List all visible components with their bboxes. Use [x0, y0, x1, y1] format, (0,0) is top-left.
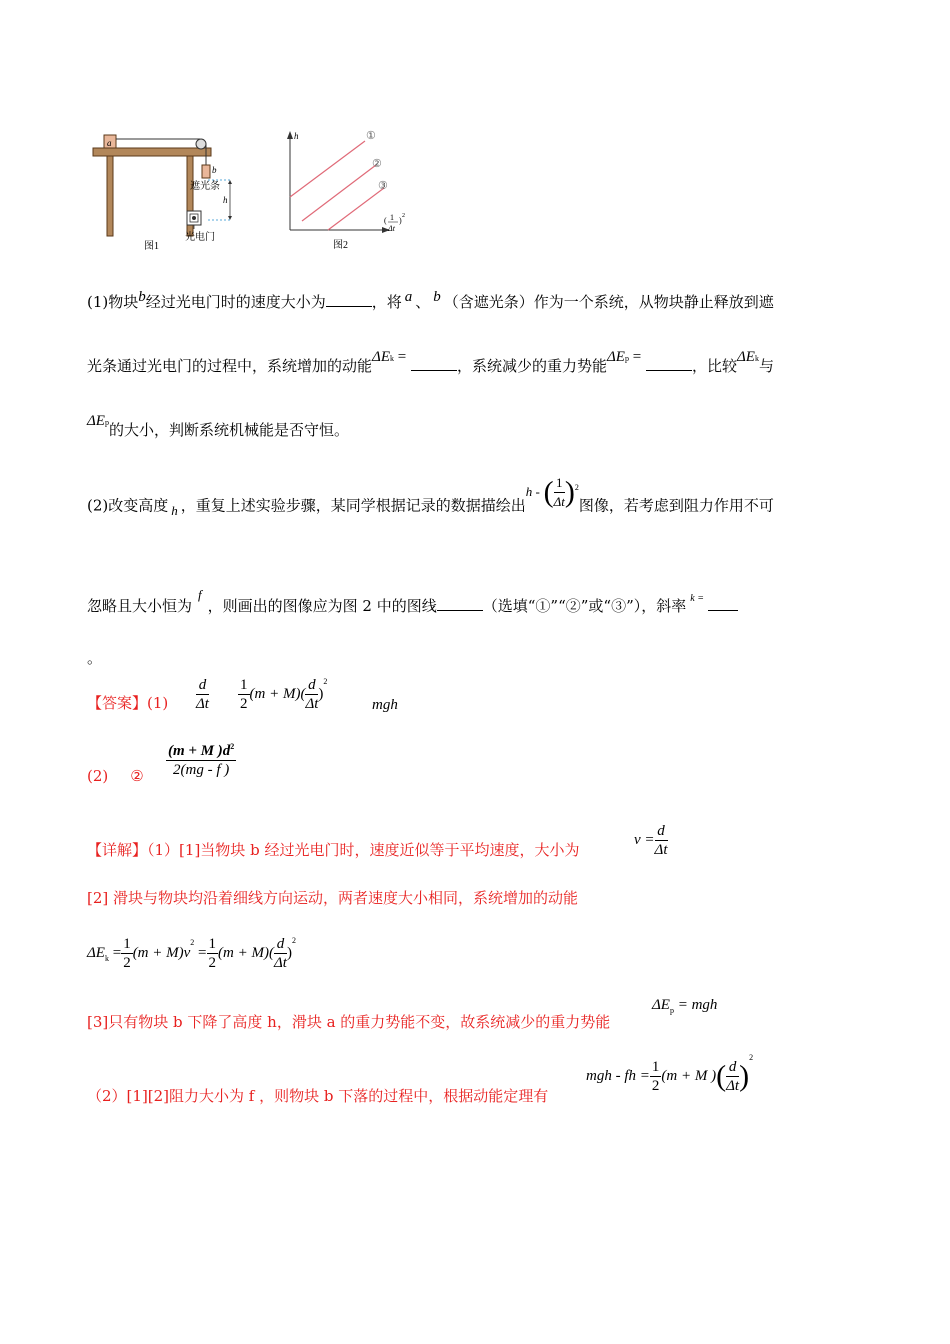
blank-potential[interactable]	[646, 356, 692, 371]
pulley	[196, 139, 206, 149]
h-vs-inverse-dt-sq: h - ( $\frac{1}{\Delta t}$ )$^2$	[525, 475, 579, 509]
detail-tag: 【详解】	[87, 841, 148, 859]
answer-line-2: (2) ②	[87, 767, 144, 785]
answer-tag: 【答案】	[87, 694, 148, 712]
detail-line-4: （2）[1][2]阻力大小为 f ，则物块 b 下落的过程中，根据动能定理有	[87, 1087, 549, 1105]
block-b-label: b	[212, 165, 217, 175]
var-b-2: b	[433, 289, 441, 305]
blank-line-choice[interactable]	[437, 596, 483, 611]
var-b: b	[138, 289, 146, 305]
line-3-label: ③	[378, 180, 388, 192]
x-axis-label-paren-close: )	[399, 216, 402, 225]
x-axis-label-den: Δt	[388, 224, 395, 233]
h-arrow-label: h	[223, 195, 228, 205]
var-f: f	[198, 587, 202, 602]
answer-circle: ②	[130, 767, 144, 785]
figure-1-apparatus	[90, 125, 235, 250]
detail-potential-eq: $\Delta E_p$ = mgh	[652, 997, 718, 1015]
detail-speed-eq: v = $\frac{d}{\Delta t}$	[634, 823, 668, 858]
answer-potential: mgh	[372, 697, 398, 713]
x-axis-label-paren-open: (	[384, 216, 387, 225]
line-1-label: ①	[366, 130, 376, 142]
blank-speed[interactable]	[326, 292, 372, 307]
detail-line-3: [3]只有物块 b 下降了高度 h，滑块 a 的重力势能不变，故系统减少的重力势能	[87, 1013, 611, 1031]
line-2	[302, 165, 376, 221]
q1-line-3: ΔEp的大小，判断系统机械能是否守恒。	[87, 413, 349, 439]
q2-line-1: (2)改变高度 h ，重复上述实验步骤，某同学根据记录的数据描绘出h - ( $\frac{1}{\Delta t}$ )$^2$图像，若考虑到阻力作用不可	[87, 475, 774, 518]
q2-end-mark: 。	[87, 649, 103, 667]
table-leg-left	[107, 156, 113, 236]
delta-ep: ΔEp =	[607, 349, 642, 365]
q2-line-2: 忽略且大小恒为f，则画出的图像应为图 2 中的图线 （选填“①”“②”或“③”），斜率 $^{k =}$	[87, 596, 738, 619]
answer-line-1: 【答案】(1)	[87, 694, 169, 712]
figure-1-caption: 图1	[144, 241, 159, 250]
slope-k: k =	[690, 593, 704, 604]
table-top	[93, 148, 211, 156]
block-b	[202, 165, 210, 178]
answer-speed: $\frac{d}{\Delta t}$	[196, 677, 209, 712]
figure-2-graph	[280, 125, 420, 250]
q1-line-2: 光条通过光电门的过程中，系统增加的动能ΔEk = ，系统减少的重力势能ΔEp = ，比较ΔEk与	[87, 349, 774, 375]
delta-ep-compare: ΔEp	[87, 413, 109, 429]
detail-work-energy-eq: mgh - fh = $\frac{1}{2}$ (m + M )( $\frac{d}{\Delta t}$ )$^2$	[586, 1052, 754, 1094]
detail-line-2: [2] 滑块与物块均沿着细线方向运动，两者速度大小相同，系统增加的动能	[87, 889, 579, 907]
delta-ek: ΔEk =	[372, 349, 407, 365]
x-axis-label-num: 1	[390, 213, 394, 222]
var-a: a	[404, 289, 413, 305]
answer-slope: $\frac{(m + M )d^2}{2(mg - f )}$	[166, 738, 236, 779]
x-axis-label-exp: 2	[402, 213, 405, 219]
figure-2-caption: 图2	[333, 240, 348, 250]
shade-strip-label: 遮光条	[190, 181, 220, 192]
q1-line-1: (1)物块b经过光电门时的速度大小为 ，将 a 、 b （含遮光条）作为一个系统，从物块静止释放到遮	[87, 289, 774, 311]
y-axis-label: h	[294, 131, 299, 141]
detail-line-1: 【详解】（1）[1]当物块 b 经过光电门时，速度近似等于平均速度，大小为	[87, 841, 580, 859]
blank-kinetic[interactable]	[411, 356, 457, 371]
blank-slope[interactable]	[708, 596, 738, 611]
answer-kinetic: $\frac{1}{2}$ (m + M)( $\frac{d}{\Delta t}$ )$^2$	[240, 676, 328, 712]
var-h: h	[171, 502, 178, 518]
detail-kinetic-eq: $\Delta E_k$ = $\frac{1}{2}$ $(m + M)v^2$ = $\frac{1}{2}$ (m + M)( $\frac{d}{\Delta t}$ )$^2$	[87, 935, 296, 971]
block-a-label: a	[107, 138, 112, 148]
photo-gate-label: 光电门	[185, 232, 215, 243]
delta-ek-compare: ΔEk	[736, 349, 759, 365]
line-2-label: ②	[372, 158, 382, 170]
line-1	[290, 141, 365, 197]
